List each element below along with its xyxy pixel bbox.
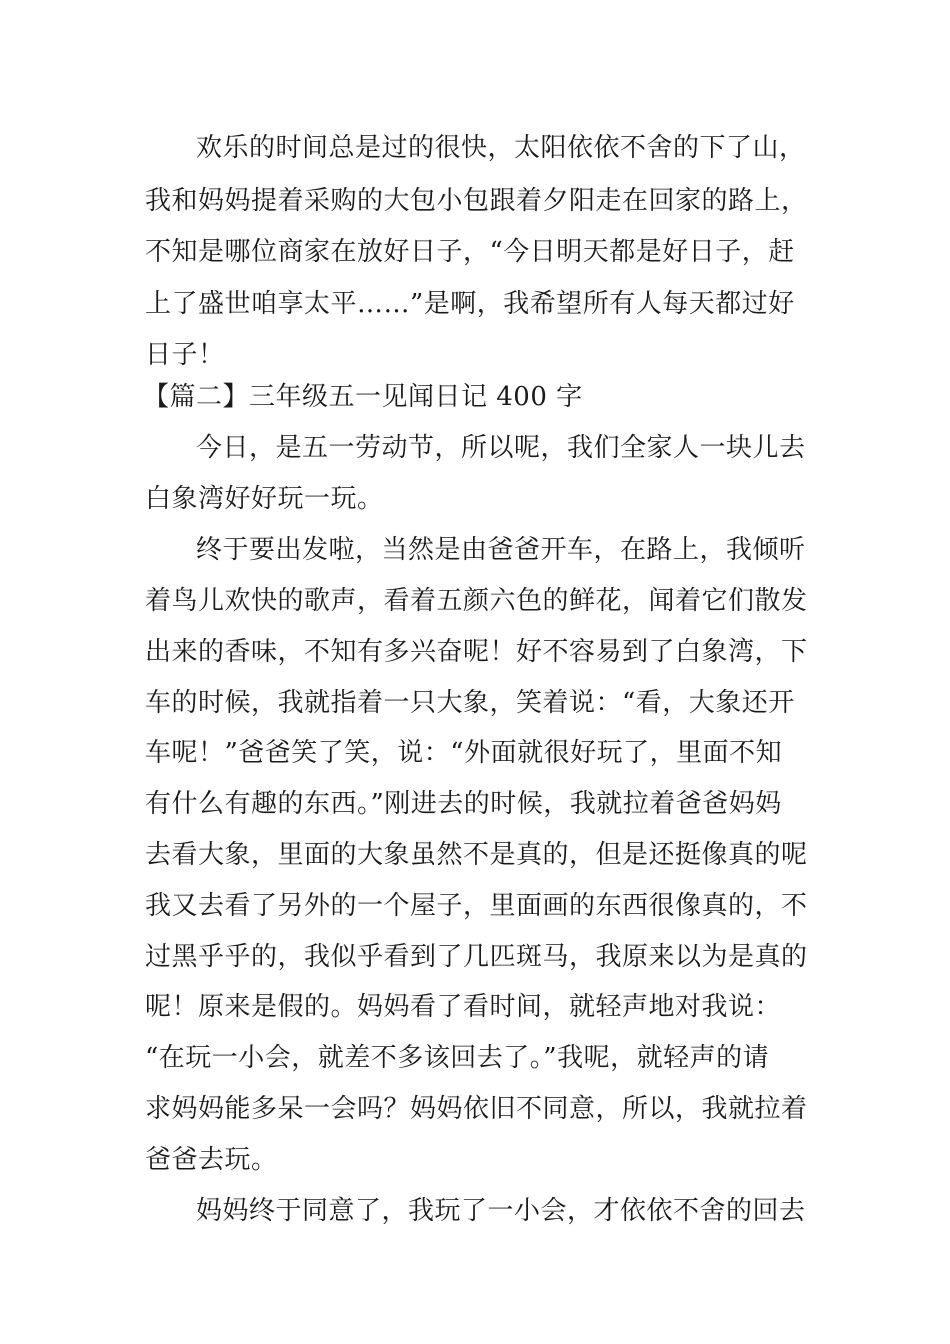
paragraph-2-line-1: 今日，是五一劳动节，所以呢，我们全家人一块儿去	[196, 433, 806, 463]
paragraph-3-line-2: 着鸟儿欢快的歌声，看着五颜六色的鲜花，闻着它们散发	[145, 586, 808, 616]
paragraph-1-line-3: 不知是哪位商家在放好日子，“今日明天都是好日子，赶	[145, 237, 795, 267]
paragraph-1-line-5: 日子！	[145, 340, 225, 370]
section-title: 【篇二】三年级五一见闻日记 400 字	[143, 382, 583, 412]
paragraph-3-line-7: 去看大象，里面的大象虽然不是真的，但是还挺像真的呢	[145, 840, 808, 870]
paragraph-3-line-3: 出来的香味，不知有多兴奋呢！好不容易到了白象湾，下	[145, 637, 808, 667]
paragraph-3-line-5: 车呢！”爸爸笑了笑，说：“外面就很好玩了，里面不知	[145, 738, 783, 768]
paragraph-3-line-1: 终于要出发啦，当然是由爸爸开车，在路上，我倾听	[196, 535, 806, 565]
paragraph-3-line-6: 有什么有趣的东西。”刚进去的时候，我就拉着爸爸妈妈	[145, 789, 782, 819]
paragraph-3-line-11: “在玩一小会，就差不多该回去了。”我呢，就轻声的请	[145, 1043, 770, 1073]
paragraph-3-line-4: 车的时候，我就指着一只大象，笑着说：“看，大象还开	[145, 688, 795, 718]
paragraph-1-line-4: 上了盛世咱享太平……”是啊，我希望所有人每天都过好	[145, 289, 795, 319]
paragraph-3-line-13: 爸爸去玩。	[145, 1145, 278, 1175]
paragraph-1-line-2: 我和妈妈提着采购的大包小包跟着夕阳走在回家的路上，	[145, 186, 808, 216]
paragraph-3-line-8: 我又去看了另外的一个屋子，里面画的东西很像真的，不	[145, 891, 808, 921]
paragraph-1-line-1: 欢乐的时间总是过的很快，太阳依依不舍的下了山，	[196, 133, 806, 163]
paragraph-3-line-9: 过黑乎乎的，我似乎看到了几匹斑马，我原来以为是真的	[145, 942, 808, 972]
paragraph-2-line-2: 白象湾好好玩一玩。	[145, 484, 384, 514]
paragraph-3-line-10: 呢！原来是假的。妈妈看了看时间，就轻声地对我说：	[145, 992, 782, 1022]
paragraph-4-line-1: 妈妈终于同意了，我玩了一小会，才依依不舍的回去	[196, 1196, 806, 1226]
paragraph-3-line-12: 求妈妈能多呆一会吗？妈妈依旧不同意，所以，我就拉着	[145, 1094, 808, 1124]
